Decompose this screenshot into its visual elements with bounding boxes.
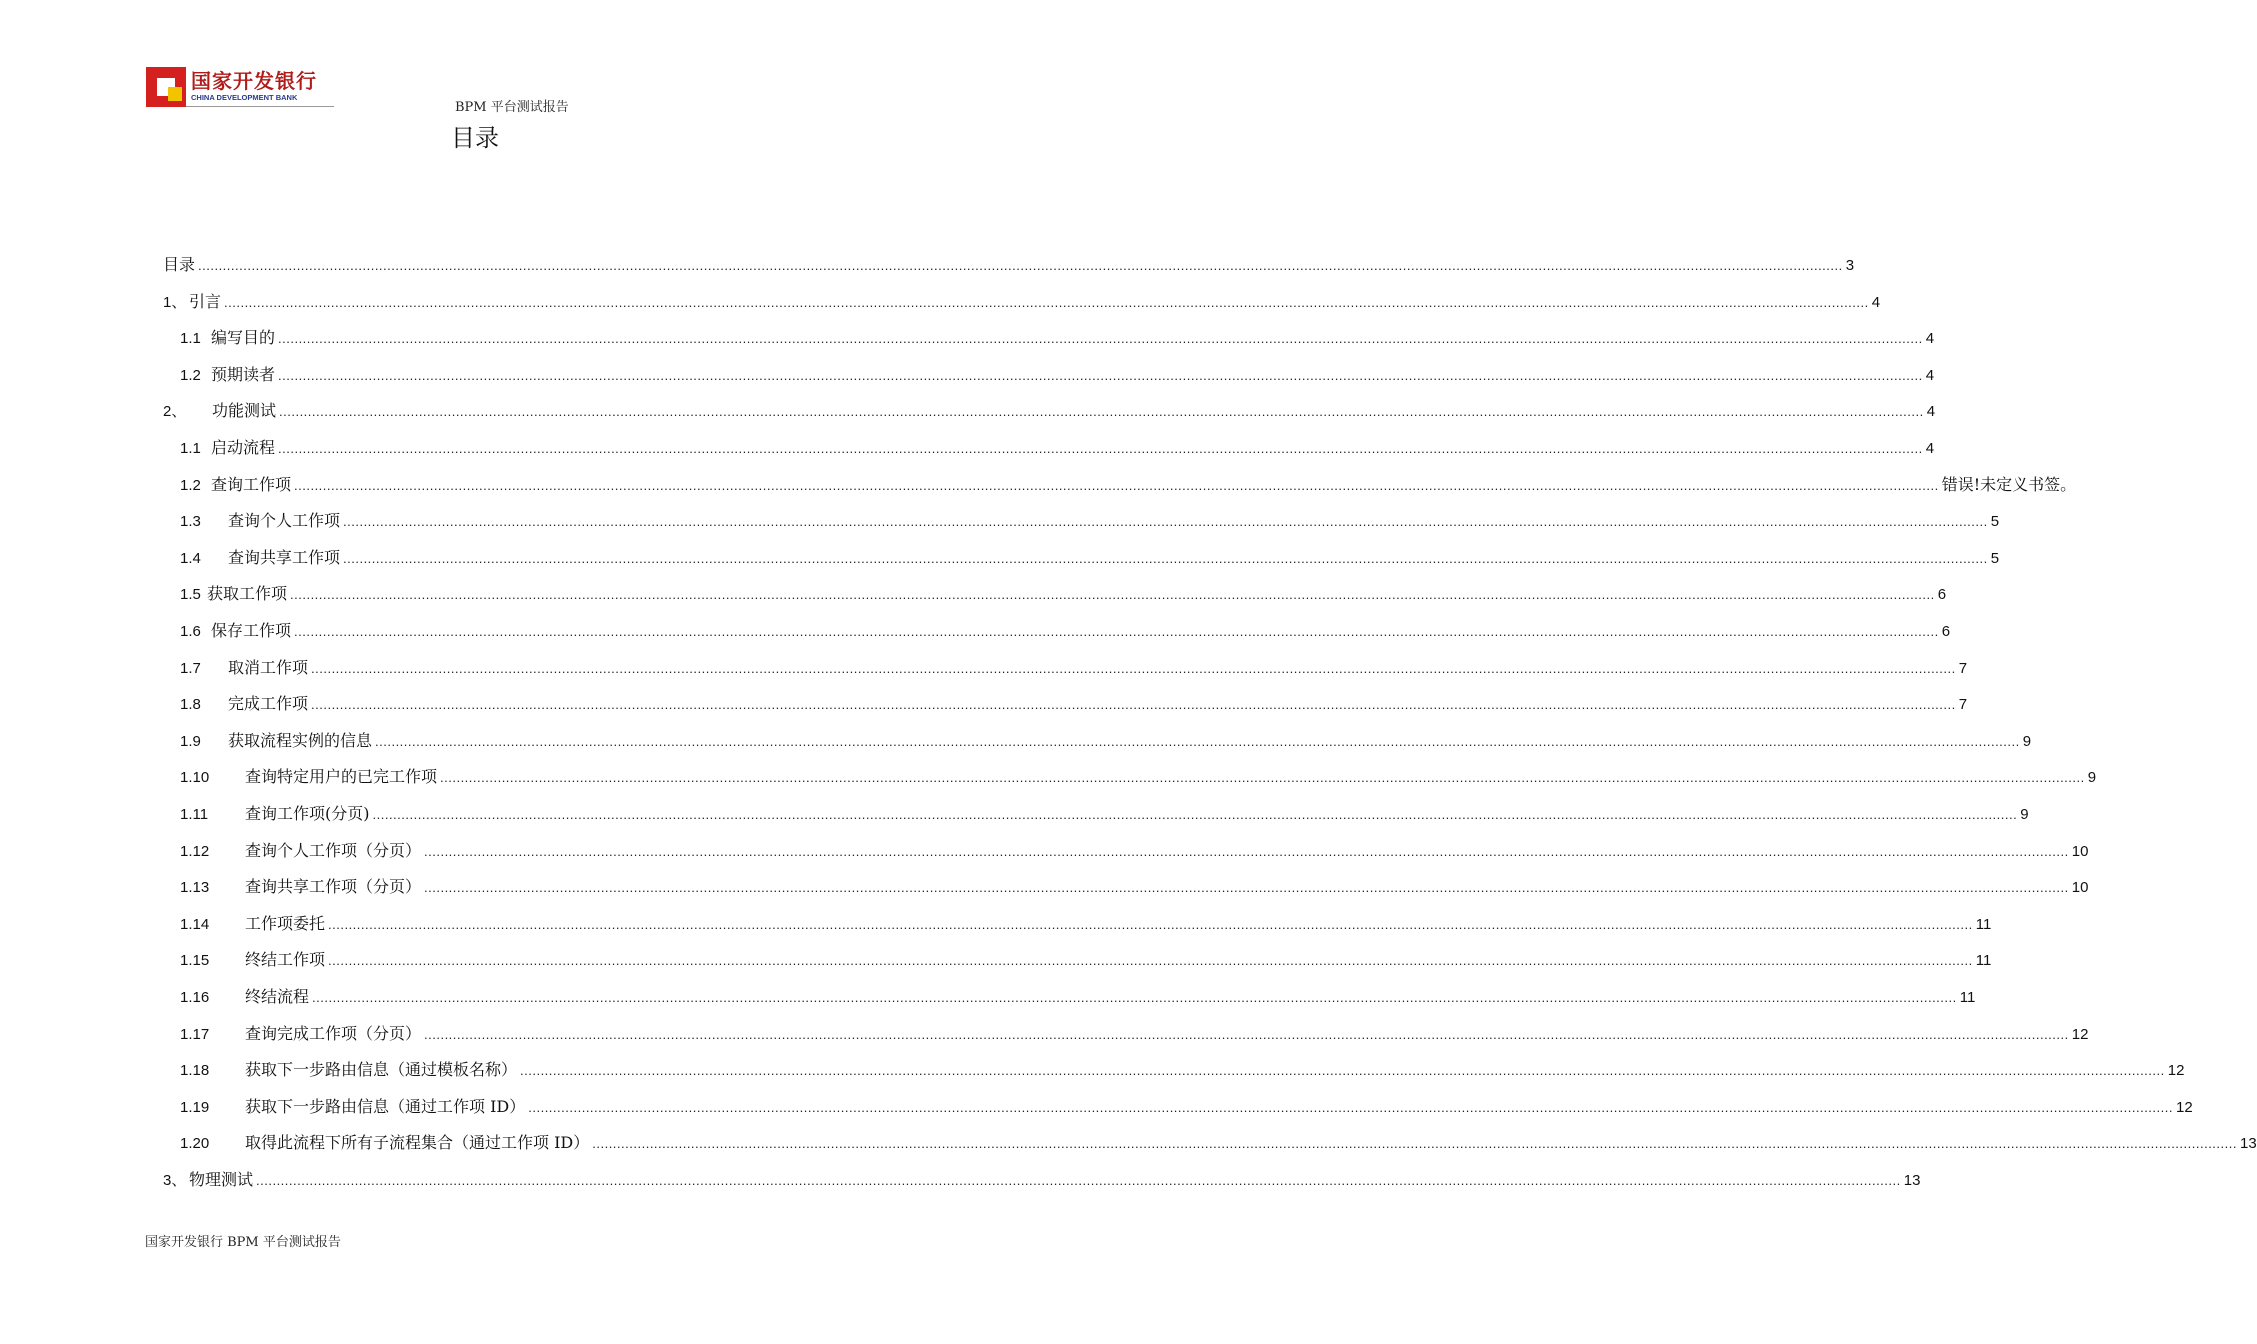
toc-entry-number: 1.13 [180, 879, 210, 897]
toc-leader-dots: ................................................................................................................................................................................................................................................................................................................................................................................................................ [343, 550, 1988, 566]
toc-leader-dots: ................................................................................................................................................................................................................................................................................................................................................................................................................ [424, 843, 2069, 859]
bank-logo [146, 67, 334, 107]
toc-entry-page: 4 [1925, 330, 1935, 348]
toc-entry-title: 预期读者 [211, 364, 276, 384]
toc-entry-title: 查询个人工作项 [228, 511, 341, 531]
toc-leader-dots: ................................................................................................................................................................................................................................................................................................................................................................................................................ [278, 441, 1923, 456]
bank-logo-mark [146, 67, 186, 107]
toc-entry-title: 查询特定用户的已完工作项 [245, 767, 438, 787]
toc-entry-page: 11 [1959, 989, 1976, 1006]
toc-entry-page: 4 [1871, 293, 1881, 311]
toc-entry-title: 查询共享工作项（分页） [245, 877, 422, 897]
toc-entry-number: 1.11 [180, 806, 209, 823]
toc-entry-number: 1.17 [180, 1025, 210, 1043]
toc-entry-number: 1.6 [180, 623, 201, 640]
toc-entry-page: 9 [2022, 732, 2032, 750]
toc-entry-page: 12 [2071, 1025, 2089, 1043]
toc-entry-number: 1.16 [180, 989, 210, 1006]
toc-entry-number: 1.1 [180, 440, 201, 457]
toc-entry-title: 启动流程 [211, 438, 276, 457]
toc-entry[interactable] [180, 838, 2089, 868]
toc-entry-page: 5 [1990, 513, 2000, 531]
toc-entry[interactable] [180, 435, 1935, 465]
toc-entry-title: 编写目的 [211, 328, 276, 348]
toc-entry-number: 1.3 [180, 513, 201, 531]
toc-entry-number: 1.19 [180, 1098, 210, 1116]
toc-entry-page: 4 [1925, 366, 1935, 384]
toc-leader-dots: ................................................................................................................................................................................................................................................................................................................................................................................................................ [294, 624, 1939, 639]
toc-leader-dots: ................................................................................................................................................................................................................................................................................................................................................................................................................ [440, 770, 2085, 786]
toc-leader-dots: ................................................................................................................................................................................................................................................................................................................................................................................................................ [343, 514, 1988, 530]
toc-entry-title: 查询工作项(分页) [245, 804, 370, 823]
toc-entry-title: 查询共享工作项 [228, 547, 341, 567]
toc-entry-page: 9 [2087, 769, 2097, 787]
toc-entry-page: 7 [1958, 696, 1968, 714]
toc-leader-dots: ................................................................................................................................................................................................................................................................................................................................................................................................................ [198, 258, 1843, 273]
toc-leader-dots: ................................................................................................................................................................................................................................................................................................................................................................................................................ [375, 733, 2020, 749]
toc-entry[interactable] [180, 1021, 2089, 1051]
toc-entry-page: 5 [1990, 549, 2000, 567]
toc-entry[interactable] [180, 508, 2000, 538]
toc-entry-page: 12 [2175, 1098, 2193, 1116]
toc-leader-dots: ................................................................................................................................................................................................................................................................................................................................................................................................................ [311, 697, 1956, 713]
toc-entry-title: 终结工作项 [245, 950, 326, 970]
toc-entry-title: 查询个人工作项（分页） [245, 840, 422, 860]
toc-leader-dots: ................................................................................................................................................................................................................................................................................................................................................................................................................ [224, 294, 1869, 310]
toc-entry-number: 1.18 [180, 1062, 210, 1080]
toc-entry-title: 取得此流程下所有子流程集合（通过工作项 ID） [245, 1133, 590, 1153]
toc-entry-number: 1.20 [180, 1135, 210, 1153]
toc-entry[interactable] [180, 655, 1968, 685]
toc-entry-title: 查询完成工作项（分页） [245, 1023, 422, 1043]
toc-entry-number: 1.4 [180, 549, 201, 567]
toc-entry-page: 10 [2071, 842, 2089, 860]
toc-entry-number: 2、 [163, 403, 187, 421]
toc-entry-number: 1.5 [180, 586, 201, 604]
toc-leader-dots: ................................................................................................................................................................................................................................................................................................................................................................................................................ [294, 477, 1939, 493]
toc-leader-dots: ................................................................................................................................................................................................................................................................................................................................................................................................................ [290, 587, 1935, 603]
toc-entry[interactable] [180, 947, 1992, 977]
toc-entry-page: 13 [1903, 1172, 1921, 1189]
toc-entry[interactable] [180, 545, 2000, 575]
toc-leader-dots: ................................................................................................................................................................................................................................................................................................................................................................................................................ [424, 880, 2069, 896]
toc-entry-page: 9 [2020, 806, 2029, 823]
toc-entry-page: 4 [1925, 440, 1935, 457]
toc-entry-page: 11 [1975, 915, 1992, 933]
toc-entry-number: 1.2 [180, 476, 201, 494]
toc-leader-dots: ................................................................................................................................................................................................................................................................................................................................................................................................................ [278, 367, 1923, 383]
toc-leader-dots: ................................................................................................................................................................................................................................................................................................................................................................................................................ [312, 990, 1957, 1005]
toc-entry-page: 6 [1937, 586, 1947, 604]
logo-chinese-name: 国家开发银行 [191, 68, 317, 93]
toc-entry[interactable] [163, 1167, 1921, 1197]
toc-leader-dots: ................................................................................................................................................................................................................................................................................................................................................................................................................ [279, 404, 1924, 420]
toc-entry-number: 1、 [163, 293, 187, 311]
toc-entry-number: 1.2 [180, 366, 201, 384]
toc-entry[interactable] [180, 618, 1951, 648]
toc-entry-page: 12 [2167, 1062, 2185, 1080]
toc-entry-title: 获取下一步路由信息（通过模板名称） [245, 1060, 518, 1080]
toc-entry[interactable] [180, 362, 1935, 392]
toc-leader-dots: ................................................................................................................................................................................................................................................................................................................................................................................................................ [372, 807, 2018, 822]
toc-leader-dots: ................................................................................................................................................................................................................................................................................................................................................................................................................ [592, 1136, 2237, 1152]
toc-entry-number: 1.14 [180, 915, 210, 933]
toc-entry[interactable] [180, 472, 2077, 502]
page-title-text: 目录 [451, 124, 499, 152]
toc-entry[interactable] [163, 252, 1855, 282]
toc-entry[interactable] [180, 1057, 2185, 1087]
toc-entry-page: 6 [1941, 623, 1951, 640]
toc-entry-page: 4 [1926, 403, 1936, 421]
toc-entry-page: 10 [2071, 879, 2089, 897]
toc-entry-number: 3、 [163, 1172, 187, 1189]
toc-entry-title: 物理测试 [189, 1170, 254, 1189]
toc-entry-number: 1.9 [180, 732, 201, 750]
toc-entry-page: 错误!未定义书签。 [1941, 474, 2077, 494]
toc-entry-title: 终结流程 [245, 987, 310, 1006]
running-header: BPM 平台测试报告 [455, 100, 569, 115]
toc-entry[interactable] [180, 325, 1935, 355]
toc-entry-title: 引言 [189, 291, 222, 311]
toc-entry-number: 1.8 [180, 696, 201, 714]
toc-entry-title: 工作项委托 [245, 913, 326, 933]
toc-entry[interactable] [180, 581, 1947, 611]
toc-entry-title: 功能测试 [212, 401, 277, 421]
toc-entry[interactable] [180, 874, 2089, 904]
toc-entry[interactable] [163, 398, 1936, 428]
logo-english-name: CHINA DEVELOPMENT BANK [191, 92, 298, 102]
toc-entry-number: 1.7 [180, 659, 201, 677]
toc-entry[interactable] [180, 1130, 2257, 1160]
toc-entry-number: 1.10 [180, 769, 210, 787]
toc-entry-title: 完成工作项 [228, 694, 309, 714]
toc-entry-page: 7 [1958, 659, 1968, 677]
toc-leader-dots: ................................................................................................................................................................................................................................................................................................................................................................................................................ [311, 660, 1956, 676]
toc-entry[interactable] [180, 691, 1968, 721]
toc-entry[interactable] [180, 984, 1976, 1014]
toc-entry[interactable] [180, 911, 1992, 941]
toc-entry-number: 1.12 [180, 842, 210, 860]
page-footer: 国家开发银行 BPM 平台测试报告 [145, 1235, 341, 1250]
toc-leader-dots: ................................................................................................................................................................................................................................................................................................................................................................................................................ [528, 1099, 2173, 1115]
toc-leader-dots: ................................................................................................................................................................................................................................................................................................................................................................................................................ [278, 331, 1923, 347]
toc-entry-number: 1.1 [180, 330, 201, 348]
toc-entry-title: 保存工作项 [211, 621, 292, 640]
toc-entry-page: 13 [2239, 1135, 2257, 1153]
toc-entry-title: 查询工作项 [211, 474, 292, 494]
toc-leader-dots: ................................................................................................................................................................................................................................................................................................................................................................................................................ [328, 953, 1973, 969]
toc-entry-number: 1.15 [180, 952, 210, 970]
toc-entry[interactable] [180, 728, 2032, 758]
toc-entry-page: 11 [1975, 952, 1992, 970]
toc-leader-dots: ................................................................................................................................................................................................................................................................................................................................................................................................................ [256, 1173, 1901, 1188]
toc-entry[interactable] [163, 289, 1881, 319]
toc-entry-page: 3 [1845, 257, 1855, 274]
toc-entry[interactable] [180, 764, 2097, 794]
toc-entry-title: 获取流程实例的信息 [228, 730, 373, 750]
toc-entry-title: 目录 [163, 255, 196, 274]
toc-leader-dots: ................................................................................................................................................................................................................................................................................................................................................................................................................ [328, 916, 1973, 932]
toc-leader-dots: ................................................................................................................................................................................................................................................................................................................................................................................................................ [520, 1063, 2165, 1079]
page-title [0, 118, 950, 153]
toc-entry-title: 获取工作项 [207, 584, 288, 604]
toc-entry[interactable] [180, 1094, 2193, 1124]
toc-entry[interactable] [180, 801, 2029, 831]
toc-entry-title: 取消工作项 [228, 657, 309, 677]
toc-entry-title: 获取下一步路由信息（通过工作项 ID） [245, 1096, 526, 1116]
toc-leader-dots: ................................................................................................................................................................................................................................................................................................................................................................................................................ [424, 1026, 2069, 1042]
